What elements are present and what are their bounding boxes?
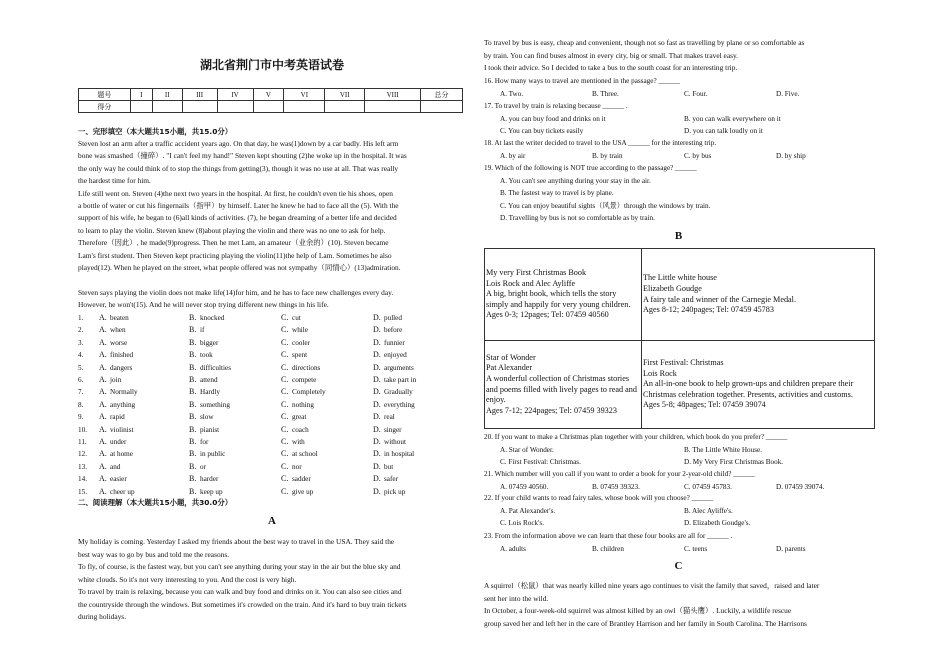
option: C. You can buy tickets easily — [500, 127, 584, 135]
option-letter: D. — [373, 486, 381, 496]
option-text: singer — [384, 425, 402, 434]
option-letter: C. — [281, 350, 289, 360]
option-letter: C. — [281, 474, 289, 484]
passage-b-title: B — [674, 230, 683, 242]
question-stem: 19. Which of the following is NOT true according to the passage? ______ — [484, 164, 697, 172]
option-letter: C. — [281, 325, 289, 335]
option-letter: B. — [189, 399, 197, 409]
option-letter: A. — [99, 313, 107, 322]
option-text: at school — [292, 450, 318, 459]
question-stem: 16. How many ways to travel are mentioned in the passage? ______ — [484, 77, 681, 85]
option: B. by train — [592, 151, 623, 160]
passage-line: bone was smashed（撞碎）. "I can't feel my hand!" Steven kept shouting (2)he woke up in the hospital. It was — [78, 151, 407, 161]
option-text: but — [384, 462, 394, 471]
option-letter: D. — [373, 387, 381, 397]
book-title: The Little white house — [643, 273, 717, 283]
score-cell — [130, 101, 152, 113]
passage-line: white clouds. So it's not very interesting to you. And the cost is very high. — [78, 574, 297, 584]
option-text: bigger — [200, 338, 219, 347]
option-text: directions — [292, 363, 321, 372]
option-row: C. You can enjoy beautiful sights（风景）through the windows by train. — [500, 201, 711, 210]
passage-line: Life still went on. Steven (4)the next two years in the hospital. At first, he couldn't even tie his shoes, open — [78, 188, 393, 198]
option-text: when — [110, 326, 126, 335]
question-number: 1. — [78, 314, 84, 322]
passage-line: support of his wife, he began to (6)all kinds of activities. (7), he began dreaming of a better life and decided — [78, 213, 397, 223]
book-author: Elizabeth Goudge — [643, 283, 702, 293]
option-text: Gradually — [384, 388, 413, 397]
score-cell — [253, 101, 284, 113]
option-text: with — [292, 438, 305, 446]
book-info: Ages 0-3; 12pages; Tel: 07459 40560 — [486, 310, 609, 320]
option-letter: D. — [373, 412, 381, 422]
option-text: before — [384, 326, 403, 335]
question-stem: 20. If you want to make a Christmas plan together with your children, which book do you prefer? ______ — [484, 433, 788, 441]
score-cell: V — [253, 89, 284, 101]
option-row — [78, 436, 468, 448]
option-text: pianist — [200, 425, 220, 434]
option-letter: D. — [373, 362, 381, 372]
question-stem: 17. To travel by train is relaxing because ______ . — [484, 102, 628, 110]
option-text: spent — [292, 351, 308, 360]
option: A. Two. — [500, 89, 524, 98]
score-cell: IV — [217, 89, 253, 101]
option-letter: B. — [189, 325, 197, 335]
book-description: A big, bright book, which tells the story simply and happily for very young children. — [486, 289, 631, 309]
passage-line: the countryside through the windows. But sometimes it's crowded on the train. And it's hard to buy train tickets — [78, 599, 407, 609]
book-cell — [642, 341, 875, 429]
option-letter: C. — [281, 486, 289, 496]
option-text: Completely — [292, 388, 326, 397]
question-stem: 18. At last the writer decided to travel to the USA ______ for the interesting trip. — [484, 139, 717, 147]
score-cell — [365, 101, 421, 113]
option-letter: D. — [373, 313, 381, 322]
option-letter: A. — [99, 449, 107, 459]
option: A. adults — [500, 544, 526, 553]
option-row — [484, 88, 874, 100]
option-letter: C. — [281, 424, 289, 434]
option-letter: A. — [99, 337, 107, 347]
passage-line: by train. You can find buses almost in every city, big or small. That makes travel easy. — [484, 50, 739, 60]
score-cell: 总分 — [421, 89, 463, 101]
question-stem: 22. If your child wants to read fairy tales, whose book will you choose? ______ — [484, 494, 714, 502]
option: A. Star of Wonder. — [500, 445, 554, 454]
option-text: safer — [384, 475, 398, 484]
option-row — [78, 386, 468, 398]
option: C. First Festival: Christmas. — [500, 458, 581, 466]
score-cell — [421, 101, 463, 113]
option-text: take part in — [384, 376, 417, 384]
score-cell: VII — [325, 89, 365, 101]
option-text: under — [110, 438, 127, 446]
option-text: dangers — [110, 363, 133, 372]
option-text: Hardly — [200, 388, 220, 397]
score-cell — [152, 101, 182, 113]
score-cell — [325, 101, 365, 113]
option: D. parents — [776, 544, 806, 553]
option-text: anything — [110, 400, 136, 409]
left-column — [78, 0, 466, 672]
option-letter: B. — [189, 313, 197, 322]
question-number: 12. — [78, 450, 87, 459]
question-number: 13. — [78, 462, 87, 471]
option-text: harder — [200, 475, 219, 484]
option-letter: B. — [189, 337, 197, 347]
question-number: 8. — [78, 400, 84, 409]
question-number: 2. — [78, 326, 84, 335]
option: B. you can walk everywhere on it — [684, 114, 781, 123]
option-text: slow — [200, 413, 214, 422]
option-text: or — [200, 462, 206, 471]
book-description: A wonderful collection of Christmas stories and poems filled with lively pages to read and enjoy. — [486, 373, 637, 405]
passage-line: during holidays. — [78, 612, 127, 621]
option-text: cheer up — [110, 487, 135, 496]
option-text: rapid — [110, 413, 125, 422]
paper-title: 湖北省荆门市中考英语试卷 — [199, 58, 344, 72]
book-cell — [485, 341, 642, 429]
option-text: nothing — [292, 400, 314, 409]
option-letter: A. — [99, 474, 107, 484]
book-author: Pat Alexander — [486, 363, 533, 373]
passage-line: I took their advice. So I decided to take a bus to the south coast for an interesting trip. — [484, 63, 738, 72]
option-row — [78, 312, 468, 324]
option-letter: D. — [373, 449, 381, 459]
question-number: 9. — [78, 413, 84, 422]
question-number: 15. — [78, 487, 87, 496]
book-description: A fairy tale and winner of the Carnegie Medal. — [643, 294, 797, 304]
option-text: attend — [200, 376, 218, 384]
option: B. The Little White House. — [684, 445, 762, 454]
option-text: join — [110, 376, 122, 384]
option-letter: A. — [99, 412, 107, 422]
option-text: enjoyed — [384, 351, 407, 360]
option-text: compete — [292, 376, 317, 384]
passage-line: group saved her and left her in the care of Brantley Harrison and her family in South Carolina. The Harrisons — [484, 618, 807, 628]
option-row — [78, 362, 468, 374]
score-table-score-row — [79, 101, 463, 113]
passage-line: To travel by bus is easy, cheap and convenient, though not so fast as travelling by plane or so comfortable as — [484, 38, 805, 47]
score-cell: VIII — [365, 89, 421, 101]
passage-line: the hardest time for him. — [78, 176, 151, 186]
passage-line: To travel by train is relaxing, because you can walk and buy food and drinks on it. You can also see cities and — [78, 587, 402, 596]
option-text: cooler — [292, 338, 310, 347]
book-info: Ages 8-12; 240pages; Tel: 07459 45783 — [643, 305, 774, 315]
option-letter: C. — [281, 449, 289, 459]
passage-line: the only way he could think of to stop the things from getting(3), though it was no use at all. That was really — [78, 163, 399, 173]
passage-line: In October, a four-week-old squirrel was almost killed by an owl（猫头鹰）. Luckily, a wildlife rescue — [484, 606, 792, 615]
option-letter: D. — [373, 461, 381, 471]
option-text: easier — [110, 475, 127, 484]
passage-line: Therefore（因此）, he made(9)progress. Then he met Lam, an amateur（业余的）(10). Steven became — [78, 238, 389, 248]
option-letter: C. — [281, 461, 289, 471]
option-text: beaten — [110, 314, 129, 322]
question-number: 5. — [78, 363, 84, 372]
option-row: D. Travelling by bus is not so comfortable as by train. — [500, 214, 655, 222]
option-letter: B. — [189, 387, 197, 397]
option-letter: C. — [281, 387, 289, 397]
question-number: 10. — [78, 425, 87, 434]
section1-heading: 一、完形填空（本大题共15小题，共15.0分） — [78, 127, 233, 136]
score-cell: III — [182, 89, 217, 101]
passage-line: to learn to play the violin. Steven knew (8)about playing the violin and there was no one to ask for help. — [78, 225, 386, 235]
question-number: 6. — [78, 376, 84, 384]
option-letter: D. — [373, 437, 381, 446]
question-number: 11. — [78, 438, 87, 446]
option-letter: B. — [189, 461, 197, 471]
option-letter: C. — [281, 375, 289, 384]
option: D. 07459 39074. — [776, 482, 825, 491]
book-table — [484, 248, 875, 429]
option-row — [484, 113, 874, 125]
option-letter: A. — [99, 325, 107, 335]
score-cell: VI — [284, 89, 325, 101]
score-cell: II — [152, 89, 182, 101]
option: B. Alec Ayliffe's. — [684, 506, 733, 515]
option-letter: A. — [99, 437, 107, 446]
option-text: arguments — [384, 363, 414, 372]
option-row — [78, 324, 468, 336]
option-text: Normally — [110, 388, 138, 397]
option-row: A. You can't see anything during your stay in the air. — [500, 176, 651, 185]
option-row: B. The fastest way to travel is by plane. — [500, 189, 614, 197]
option-row — [78, 399, 468, 411]
option-row — [484, 517, 874, 529]
book-title: My very First Christmas Book — [486, 268, 587, 278]
book-info: Ages 7-12; 224pages; Tel: 07459 39323 — [486, 405, 617, 415]
option-text: worse — [110, 338, 128, 347]
option-letter: D. — [373, 337, 381, 347]
score-table-header-row — [79, 89, 463, 101]
option-text: coach — [292, 425, 309, 434]
option-letter: D. — [373, 375, 381, 384]
option-text: knocked — [200, 314, 225, 322]
option-text: great — [292, 413, 307, 422]
section2-heading: 二、阅读理解（本大题共15小题，共30.0分） — [78, 498, 233, 507]
passage-line: A squirrel（松鼠）that was nearly killed nine years ago continues to visit the family that saved，raised and later — [484, 581, 820, 590]
option-text: finished — [110, 351, 134, 360]
option-letter: A. — [99, 486, 107, 496]
option-letter: B. — [189, 449, 197, 459]
option: C. by bus — [684, 151, 712, 160]
book-title: First Festival: Christmas — [643, 358, 724, 368]
option-letter: B. — [189, 486, 197, 496]
option-letter: B. — [189, 412, 197, 422]
score-cell: 题号 — [79, 89, 131, 101]
option-row — [78, 411, 468, 423]
book-cell — [485, 249, 642, 341]
option-letter: B. — [189, 362, 197, 372]
book-cell — [642, 249, 875, 341]
score-cell: 得分 — [79, 101, 131, 113]
option-text: difficulties — [200, 363, 232, 372]
option-text: violinist — [110, 425, 134, 434]
option-letter: A. — [99, 461, 107, 471]
option-text: took — [200, 351, 213, 360]
option-text: pulled — [384, 314, 402, 322]
score-cell — [182, 101, 217, 113]
book-info: Ages 5-8; 48pages; Tel: 07459 39074 — [643, 400, 766, 410]
option: A. Pat Alexander's. — [500, 506, 556, 515]
option-letter: A. — [99, 399, 107, 409]
option-letter: B. — [189, 437, 197, 446]
passage-line: To fly, of course, is the fastest way, but you can't see anything during your stay in the air but the blue sky and — [78, 562, 401, 571]
option-letter: C. — [281, 337, 289, 347]
book-row — [485, 341, 875, 429]
score-cell — [284, 101, 325, 113]
right-column — [484, 0, 873, 672]
score-table — [78, 88, 463, 113]
passage-line: sent her into the wild. — [484, 593, 549, 603]
option-letter: B. — [189, 474, 197, 484]
option: A. by air — [500, 151, 526, 160]
option-row — [484, 543, 874, 555]
option-letter: A. — [99, 362, 107, 372]
passage-line: best way was to go by bus and told me the reasons. — [78, 549, 230, 559]
passage-line: However, he won't(15). And he will never stop trying different new things in his life. — [78, 300, 329, 310]
option-letter: C. — [281, 313, 289, 322]
option-text: keep up — [200, 487, 223, 496]
passage-line: My holiday is coming. Yesterday I asked my friends about the best way to travel in the USA. They said the — [78, 537, 395, 546]
option-row — [78, 448, 468, 460]
passage-line: Steven lost an arm after a traffic accident years ago. On that day, he was(1)down by a car badly. His left arm — [78, 139, 399, 148]
option-text: funnier — [384, 338, 405, 347]
question-number: 3. — [78, 338, 84, 347]
option: D. Five. — [776, 89, 800, 98]
option-row — [78, 374, 468, 386]
passage-c-title: C — [674, 560, 683, 572]
option: C. Four. — [684, 89, 708, 98]
option-letter: D. — [373, 424, 381, 434]
option-row — [78, 461, 468, 473]
option-letter: D. — [373, 325, 381, 335]
passage-line: played(12). When he played on the street, what people offered was not sympathy（同情心）(13)admiration. — [78, 263, 401, 272]
option-row — [78, 337, 468, 349]
option-letter: C. — [281, 437, 289, 446]
option: D. My Very First Christmas Book. — [684, 458, 784, 466]
option: D. by ship — [776, 151, 806, 160]
option: A. you can buy food and drinks on it — [500, 114, 606, 123]
option-text: if — [200, 326, 205, 335]
question-number: 7. — [78, 388, 84, 397]
option-letter: C. — [281, 412, 289, 422]
option-text: and — [110, 462, 121, 471]
book-row — [485, 249, 875, 341]
score-cell: I — [130, 89, 152, 101]
option-text: real — [384, 413, 395, 422]
option-text: sadder — [292, 475, 311, 484]
option: B. Three. — [592, 89, 619, 98]
option-letter: D. — [373, 474, 381, 484]
question-number: 4. — [78, 351, 84, 360]
option: C. teens — [684, 544, 708, 553]
option: B. children — [592, 544, 624, 553]
book-description: An all-in-one book to help grown-ups and children prepare their Christmas celebration together. Presents, activities and customs. — [643, 379, 854, 399]
option-text: pick up — [384, 487, 406, 496]
option-letter: B. — [189, 350, 197, 360]
option-row — [484, 125, 874, 137]
option-row — [78, 349, 468, 361]
option-row — [484, 481, 874, 493]
option-letter: C. — [281, 362, 289, 372]
option-text: everything — [384, 400, 415, 409]
option-letter: C. — [281, 399, 289, 409]
passage-a-title: A — [268, 515, 276, 527]
question-stem: 23. From the information above we can learn that these four books are all for ______ . — [484, 532, 733, 540]
book-author: Lois Rock — [643, 368, 677, 378]
option-row — [484, 444, 874, 456]
option: C. 07459 45783. — [684, 482, 732, 491]
option-text: give up — [292, 487, 314, 496]
option-text: for — [200, 438, 209, 446]
option-row — [484, 456, 874, 468]
option-text: without — [384, 438, 406, 446]
option-letter: A. — [99, 350, 107, 360]
option: D. Elizabeth Goudge's. — [684, 519, 751, 527]
option-row — [484, 150, 874, 162]
passage-line: a bottle of water or cut his fingernails（指甲）by himself. Later he knew he had to face all the (5). With the — [78, 201, 399, 210]
score-cell — [217, 101, 253, 113]
question-number: 14. — [78, 475, 87, 484]
option-text: in hospital — [384, 450, 415, 459]
book-title: Star of Wonder — [486, 352, 536, 362]
option-text: cut — [292, 314, 301, 322]
passage-line: Lam's first student. Then Steven kept practicing playing the violin(11)the help of Lam. Sometimes he also — [78, 250, 392, 260]
option: D. you can talk loudly on it — [684, 127, 763, 135]
option: C. Lois Rock's. — [500, 519, 545, 527]
option-letter: B. — [189, 424, 197, 434]
option: B. 07459 39323. — [592, 482, 640, 491]
option-text: at home — [110, 450, 133, 459]
option-letter: D. — [373, 350, 381, 360]
option-text: while — [292, 326, 308, 335]
passage-line: Steven says playing the violin does not make life(14)for him, and he has to face new challenges every day. — [78, 287, 394, 297]
option-text: in public — [200, 450, 226, 459]
option-text: something — [200, 400, 230, 409]
option-letter: B. — [189, 375, 197, 384]
option-letter: A. — [99, 424, 107, 434]
option-letter: A. — [99, 387, 107, 397]
option-row — [484, 505, 874, 517]
option-letter: D. — [373, 399, 381, 409]
option-row — [78, 424, 468, 436]
option-text: nor — [292, 462, 302, 471]
option: A. 07459 40560. — [500, 482, 549, 491]
option-row — [78, 473, 468, 485]
book-author: Lois Rock and Alec Ayliffe — [486, 278, 576, 288]
question-stem: 21. Which number will you call if you want to order a book for your 2-year-old child? ______ — [484, 470, 755, 478]
option-letter: A. — [99, 375, 107, 384]
